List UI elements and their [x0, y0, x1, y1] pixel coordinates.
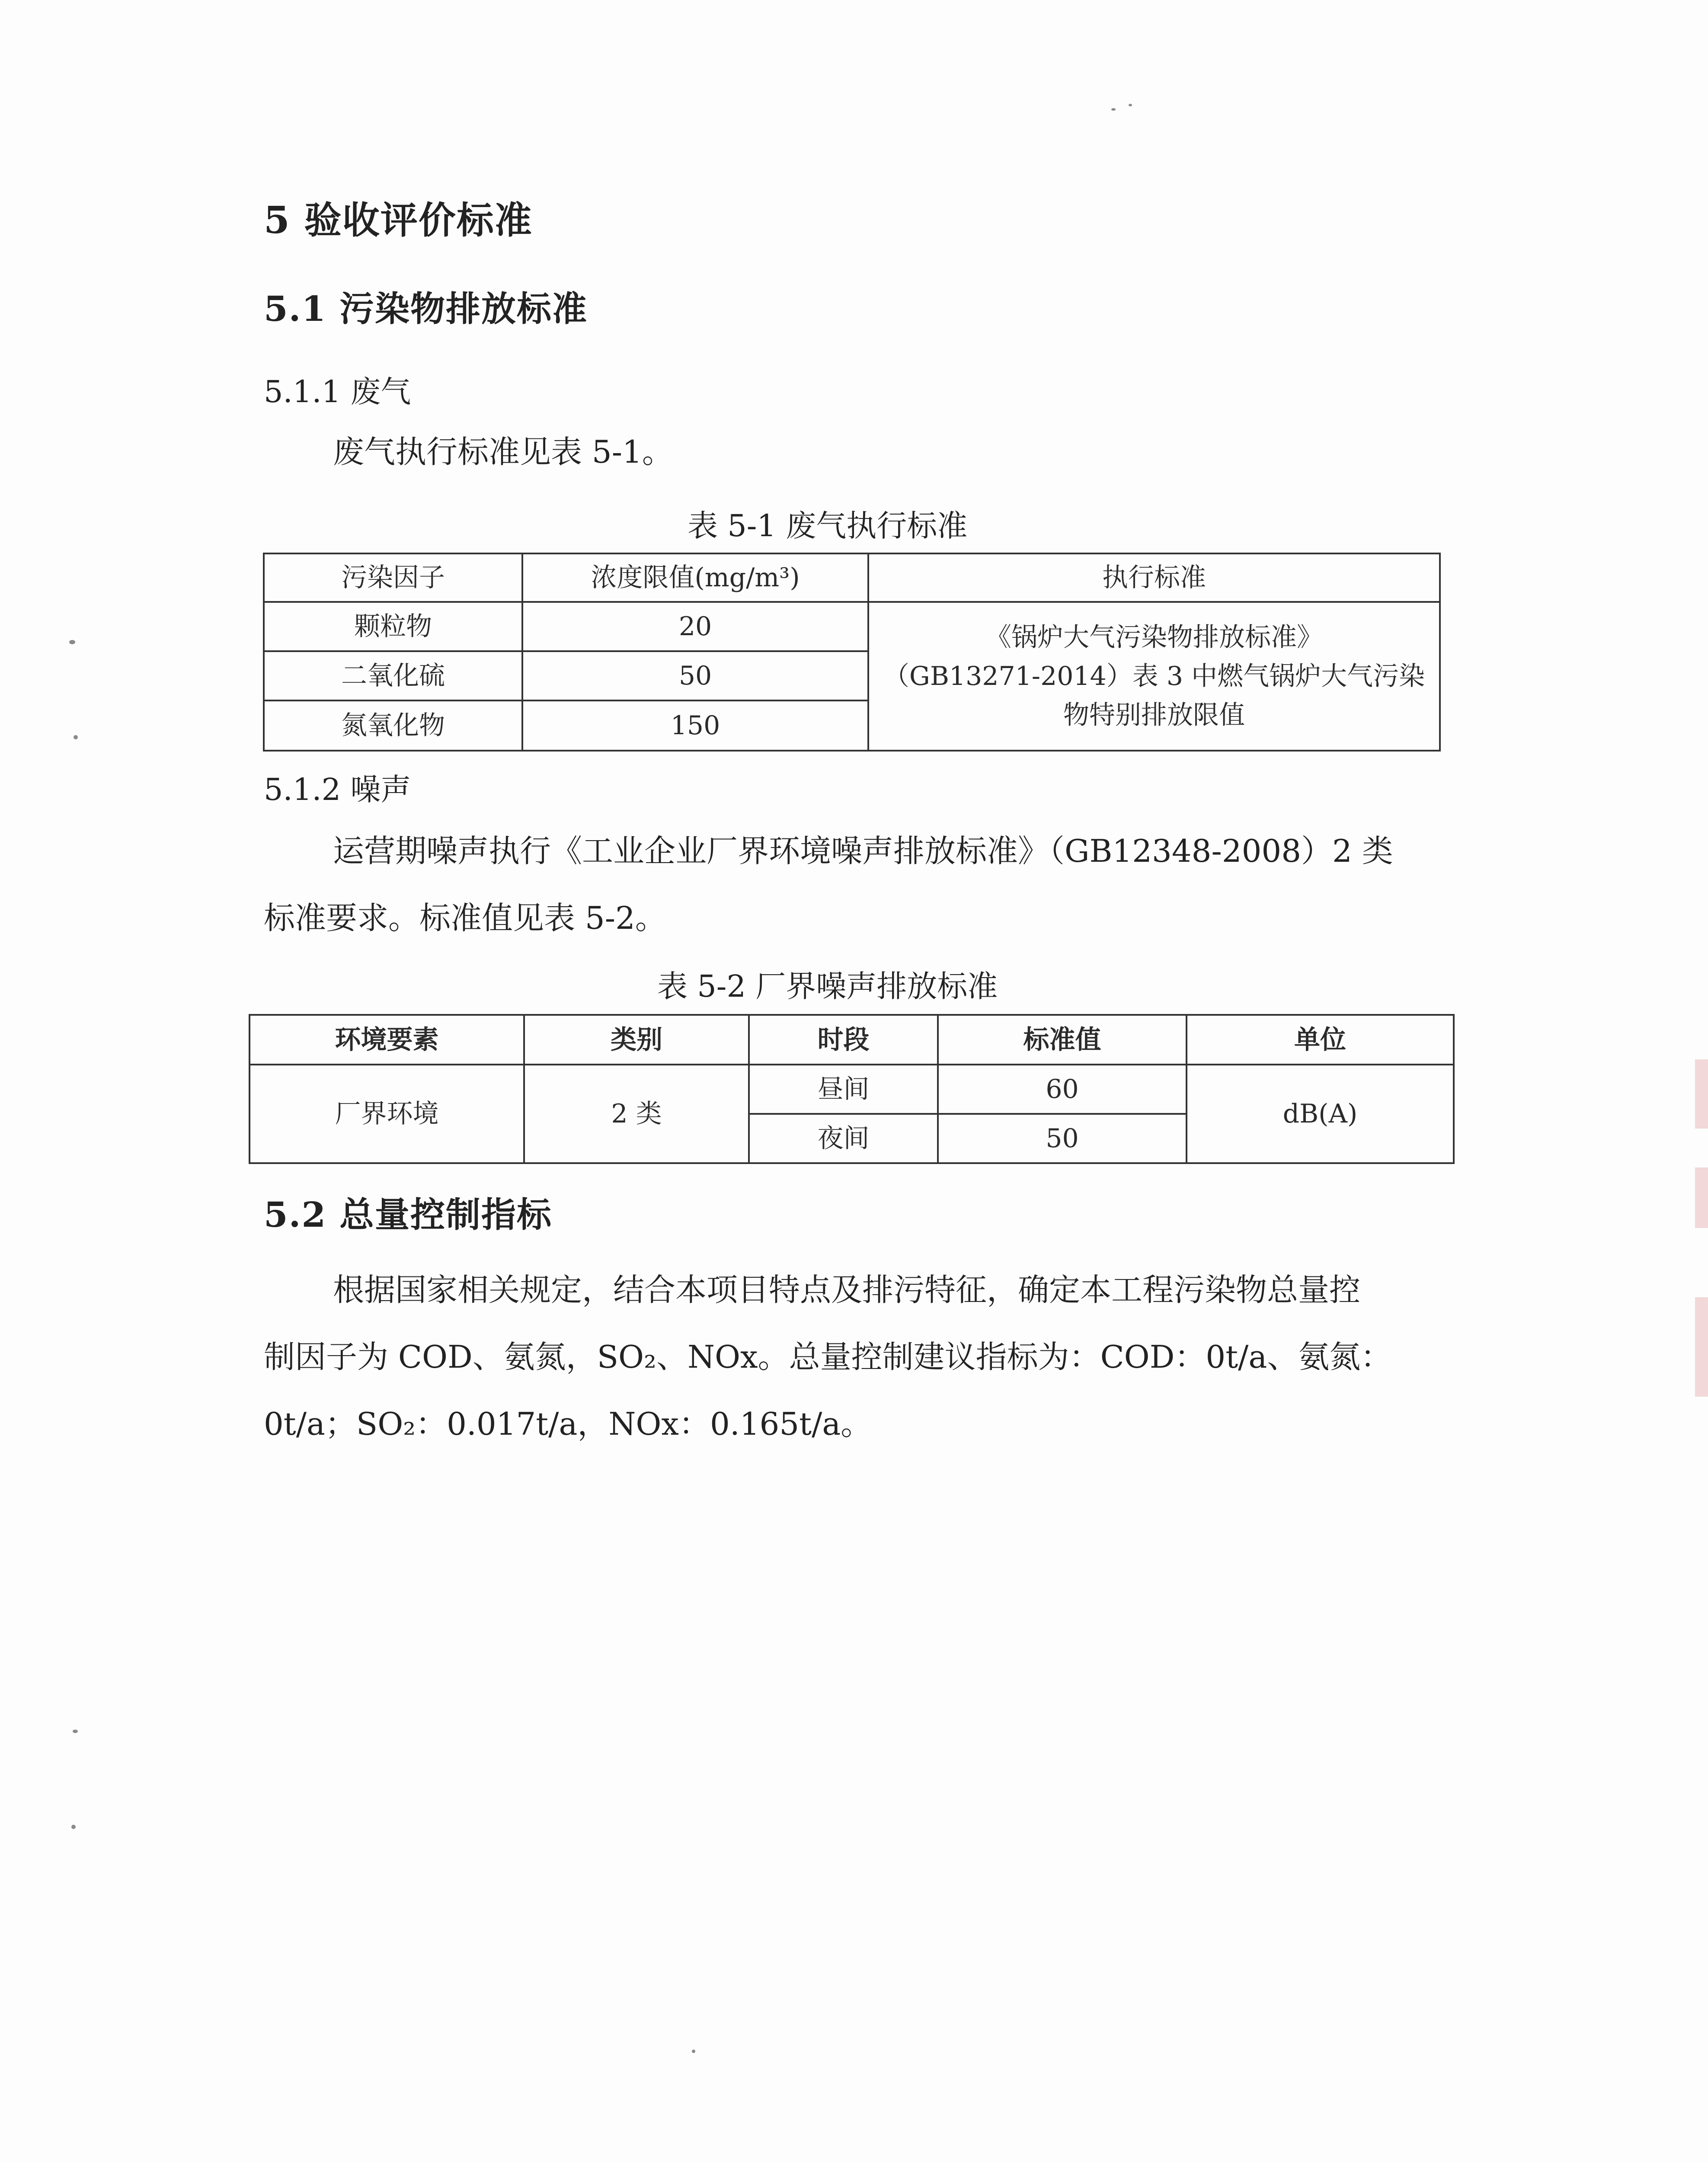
subsection-5-1-2-heading: 5.1.2 噪声 — [264, 772, 411, 807]
standard-line-3: 物特别排放限值 — [1063, 700, 1245, 730]
scan-speck — [69, 640, 75, 644]
table-5-2-header-value: 标准值 — [938, 1015, 1187, 1065]
chapter-heading: 5 验收评价标准 — [264, 198, 533, 242]
table-row — [249, 1065, 1454, 1114]
subsection-5-1-1-heading: 5.1.1 废气 — [264, 374, 411, 409]
stamp-edge-mark — [1695, 1297, 1708, 1397]
table-5-2-header-category: 类别 — [524, 1015, 749, 1065]
table-5-1-header-factor: 污染因子 — [264, 553, 522, 602]
table-5-1-caption: 表 5-1 废气执行标准 — [688, 508, 968, 544]
scan-speck — [71, 1825, 76, 1829]
total-control-line-2: 制因子为 COD、氨氮，SO₂、NOx。总量控制建议指标为：COD：0t/a、氨氮： — [264, 1339, 1392, 1375]
limit-cell: 50 — [522, 651, 868, 700]
table-5-1 — [263, 553, 1441, 752]
table-5-2-caption: 表 5-2 厂界噪声排放标准 — [657, 969, 998, 1004]
table-5-2 — [249, 1014, 1455, 1164]
waste-gas-intro: 废气执行标准见表 5-1。 — [333, 434, 673, 470]
standard-cell — [868, 602, 1440, 751]
total-control-line-3: 0t/a；SO₂：0.017t/a，NOx：0.165t/a。 — [264, 1406, 872, 1442]
limit-cell: 20 — [522, 602, 868, 651]
value-cell: 60 — [938, 1065, 1187, 1114]
period-cell: 夜间 — [749, 1114, 938, 1163]
value-cell: 50 — [938, 1114, 1187, 1163]
table-5-2-header-period: 时段 — [749, 1015, 938, 1065]
standard-line-2: （GB13271-2014）表 3 中燃气锅炉大气污染 — [883, 661, 1425, 691]
factor-cell: 颗粒物 — [264, 602, 522, 651]
table-5-1-header-standard: 执行标准 — [868, 553, 1440, 602]
scan-speck — [73, 1730, 78, 1733]
scan-speck — [692, 2050, 695, 2053]
factor-cell: 氮氧化物 — [264, 700, 522, 751]
noise-para-line-2: 标准要求。标准值见表 5-2。 — [264, 900, 666, 936]
noise-para-line-1: 运营期噪声执行《工业企业厂界环境噪声排放标准》（GB12348-2008）2 类 — [333, 833, 1393, 869]
scan-speck — [74, 735, 78, 739]
limit-cell: 150 — [522, 700, 868, 751]
total-control-line-1: 根据国家相关规定，结合本项目特点及排污特征，确定本工程污染物总量控 — [333, 1272, 1361, 1308]
table-5-2-header-unit: 单位 — [1187, 1015, 1454, 1065]
section-5-1-heading: 5.1 污染物排放标准 — [264, 288, 588, 329]
section-5-2-heading: 5.2 总量控制指标 — [264, 1194, 553, 1235]
scan-speck — [1111, 108, 1116, 111]
stamp-edge-mark — [1695, 1167, 1708, 1228]
table-5-1-header-row — [264, 553, 1440, 602]
table-5-1-header-limit: 浓度限值(mg/m³) — [522, 553, 868, 602]
unit-cell: dB(A) — [1187, 1065, 1454, 1163]
table-5-2-header-element: 环境要素 — [249, 1015, 524, 1065]
table-5-2-header-row — [249, 1015, 1454, 1065]
standard-line-1: 《锅炉大气污染物排放标准》 — [985, 622, 1323, 652]
category-cell: 2 类 — [524, 1065, 749, 1163]
element-cell: 厂界环境 — [249, 1065, 524, 1163]
table-row — [264, 602, 1440, 651]
factor-cell: 二氧化硫 — [264, 651, 522, 700]
stamp-edge-mark — [1695, 1059, 1708, 1129]
scan-speck — [1129, 104, 1132, 106]
period-cell: 昼间 — [749, 1065, 938, 1114]
